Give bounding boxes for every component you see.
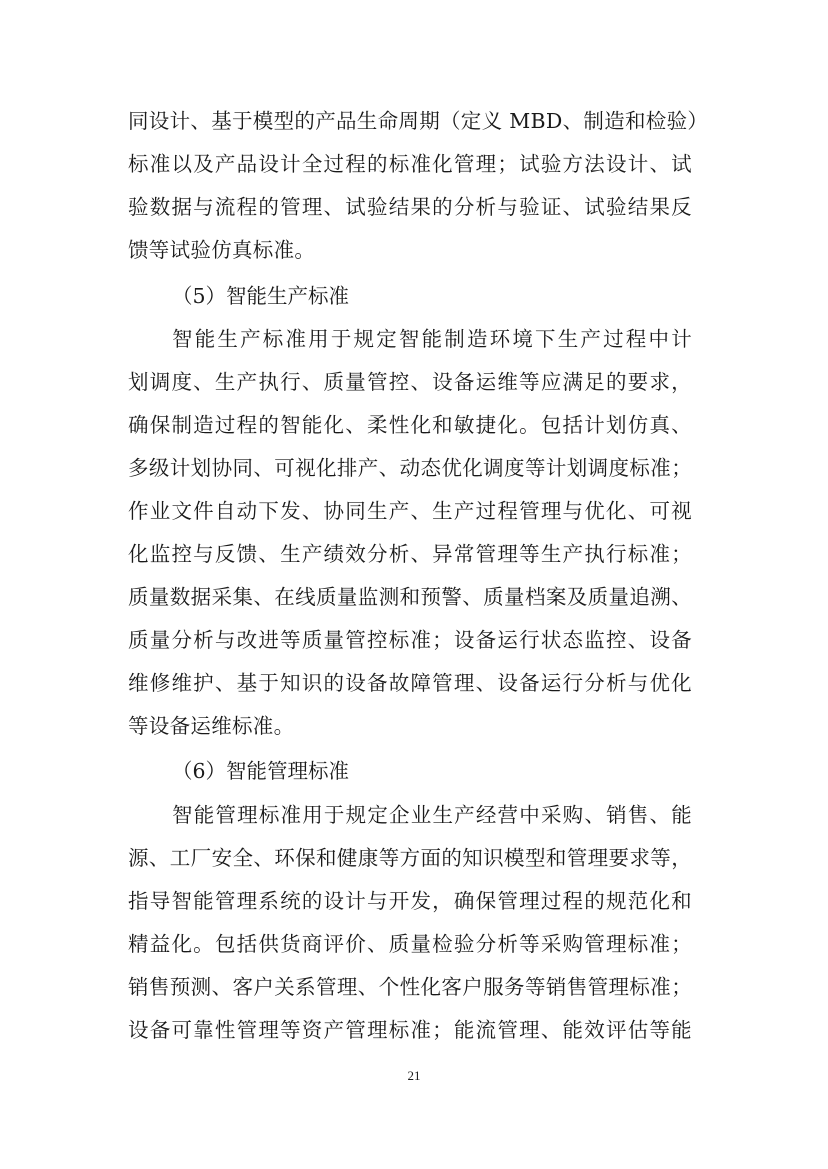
paragraph-line: 精益化。包括供货商评价、质量检验分析等采购管理标准； xyxy=(128,932,692,956)
paragraph-line: 验数据与流程的管理、试验结果的分析与验证、试验结果反 xyxy=(128,195,692,219)
paragraph-line: 多级计划协同、可视化排产、动态优化调度等计划调度标准； xyxy=(128,456,692,480)
paragraph-line: 标准以及产品设计全过程的标准化管理；试验方法设计、试 xyxy=(128,152,692,176)
paragraph-line: 指导智能管理系统的设计与开发，确保管理过程的规范化和 xyxy=(128,889,692,913)
paragraph-line: 设备可靠性管理等资产管理标准；能流管理、能效评估等能 xyxy=(128,1018,692,1042)
paragraph-line: 等设备运维标准。 xyxy=(128,714,295,738)
page-number: 21 xyxy=(407,1068,421,1083)
paragraph-line: 划调度、生产执行、质量管控、设备运维等应满足的要求， xyxy=(128,370,692,394)
paragraph-line: 同设计、基于模型的产品生命周期（定义 MBD、制造和检验） xyxy=(128,109,709,133)
paragraph-line: 智能管理标准用于规定企业生产经营中采购、销售、能 xyxy=(172,803,692,827)
paragraph-line: 质量分析与改进等质量管控标准；设备运行状态监控、设备 xyxy=(128,628,692,652)
paragraph-line: 确保制造过程的智能化、柔性化和敏捷化。包括计划仿真、 xyxy=(128,413,692,437)
paragraph-line: 销售预测、客户关系管理、个性化客户服务等销售管理标准； xyxy=(128,975,692,999)
paragraph-line: 质量数据采集、在线质量监测和预警、质量档案及质量追溯、 xyxy=(128,585,692,609)
paragraph-line: 维修维护、基于知识的设备故障管理、设备运行分析与优化 xyxy=(128,671,692,695)
paragraph-line: 源、工厂安全、环保和健康等方面的知识模型和管理要求等， xyxy=(128,846,692,870)
paragraph-line: 智能生产标准用于规定智能制造环境下生产过程中计 xyxy=(172,327,692,351)
paragraph-line: 作业文件自动下发、协同生产、生产过程管理与优化、可视 xyxy=(128,499,692,523)
section-heading: （6）智能管理标准 xyxy=(172,759,350,783)
section-heading: （5）智能生产标准 xyxy=(172,284,350,308)
paragraph-line: 馈等试验仿真标准。 xyxy=(128,238,316,262)
paragraph-line: 化监控与反馈、生产绩效分析、异常管理等生产执行标准； xyxy=(128,542,692,566)
